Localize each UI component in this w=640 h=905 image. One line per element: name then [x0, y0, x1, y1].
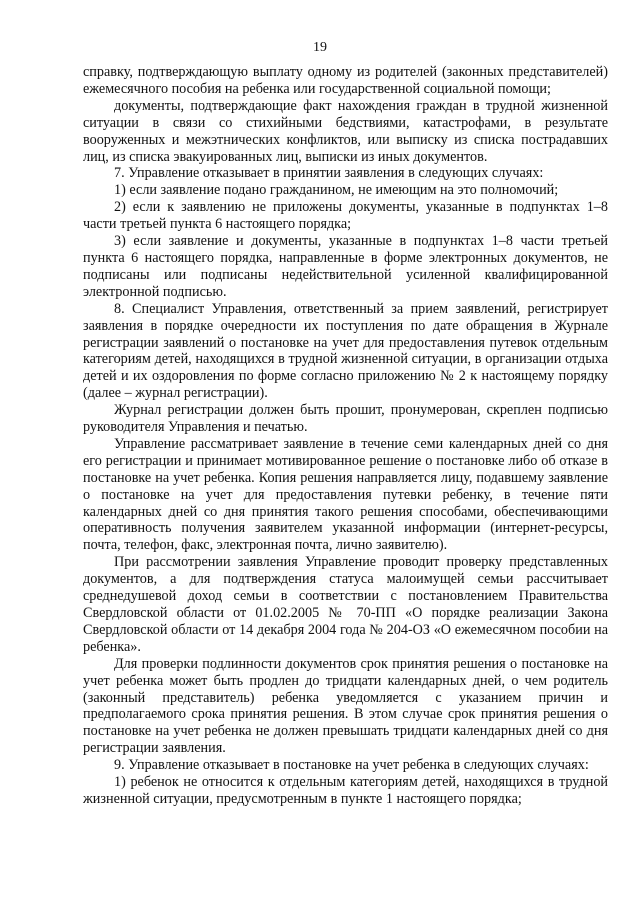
paragraph-item-7: 7. Управление отказывает в принятии заявления в следующих случаях:	[114, 165, 544, 182]
paragraph-term-extension: Для проверки подлинности документов срок принятия решения о постановке на учет ребенка может быть продлен до тридцати календарных дней, о чем родитель (законный представитель) ребенка уведомляется с указанием причин и предполагаемого срока принятия решения. В этом случае срок принятия решения о постановке на учет ребенка не должен превышать тридцати календарных дней со дня регистрации заявления.	[83, 655, 608, 757]
document-body	[83, 64, 608, 808]
paragraph-item-7-3: 3) если заявление и документы, указанные в подпунктах 1–8 части третьей пункта 6 настоящего порядка, направленные в форме электронных документов, не подписаны или подписаны недействительной усиленной квалифицированной электронной подписью.	[83, 233, 608, 300]
paragraph-item-7-1: 1) если заявление подано гражданином, не имеющим на это полномочий;	[114, 182, 559, 199]
paragraph-item-9-1: 1) ребенок не относится к отдельным категориям детей, находящихся в трудной жизненной ситуации, предусмотренным в пункте 1 настоящего порядка;	[83, 774, 608, 807]
paragraph-item-7-2: 2) если к заявлению не приложены документы, указанные в подпунктах 1–8 части третьей пункта 6 настоящего порядка;	[83, 199, 608, 233]
page-number: 19	[313, 40, 327, 55]
paragraph-review-term: Управление рассматривает заявление в течение семи календарных дней со дня его регистрации и принимает мотивированное решение о постановке либо об отказе в постановке на учет ребенка. Копия решения направляется лицу, подавшему заявление о постановке на учет для предоставления путевки ребенку, в течение пяти календарных дней со дня принятия такого решения способами, обеспечивающими оперативность получения заявителем указанной информации (интернет-ресурсы, почта, телефон, факс, электронная почта, лично заявителю).	[83, 435, 608, 554]
paragraph-item-9: 9. Управление отказывает в постановке на учет ребенка в следующих случаях:	[114, 757, 589, 774]
paragraph-income-certificate: справку, подтверждающую выплату одному из родителей (законных представителей) ежемесячного пособия на ребенка или государственной социальной помощи;	[83, 64, 608, 97]
paragraph-item-8: 8. Специалист Управления, ответственный за прием заявлений, регистрирует заявления в порядке очередности их поступления по дате обращения в Журнале регистрации заявлений о постановке на учет для предоставления путевок отдельным категориям детей, находящихся в трудной жизненной ситуации, в организации отдыха детей и их оздоровления по форме согласно приложению № 2 к настоящему порядку (далее – журнал регистрации).	[83, 300, 608, 402]
paragraph-document-check: При рассмотрении заявления Управление проводит проверку представленных документов, а для подтверждения статуса малоимущей семьи рассчитывает среднедушевой доход семьи в соответствии с постановлением Правительства Свердловской области от 01.02.2005 № 70-ПП «О порядке реализации Закона Свердловской области от 14 декабря 2004 года № 204-ОЗ «О ежемесячном пособии на ребенка».	[83, 554, 608, 655]
paragraph-hardship-documents: документы, подтверждающие факт нахождения граждан в трудной жизненной ситуации в связи со стихийными бедствиями, катастрофами, в результате вооруженных и межэтнических конфликтов, или выписку из списка пострадавших лиц, из списка эвакуированных лиц, выписки из иных документов.	[83, 97, 608, 165]
paragraph-journal: Журнал регистрации должен быть прошит, пронумерован, скреплен подписью руководителя Управления и печатью.	[83, 402, 608, 436]
